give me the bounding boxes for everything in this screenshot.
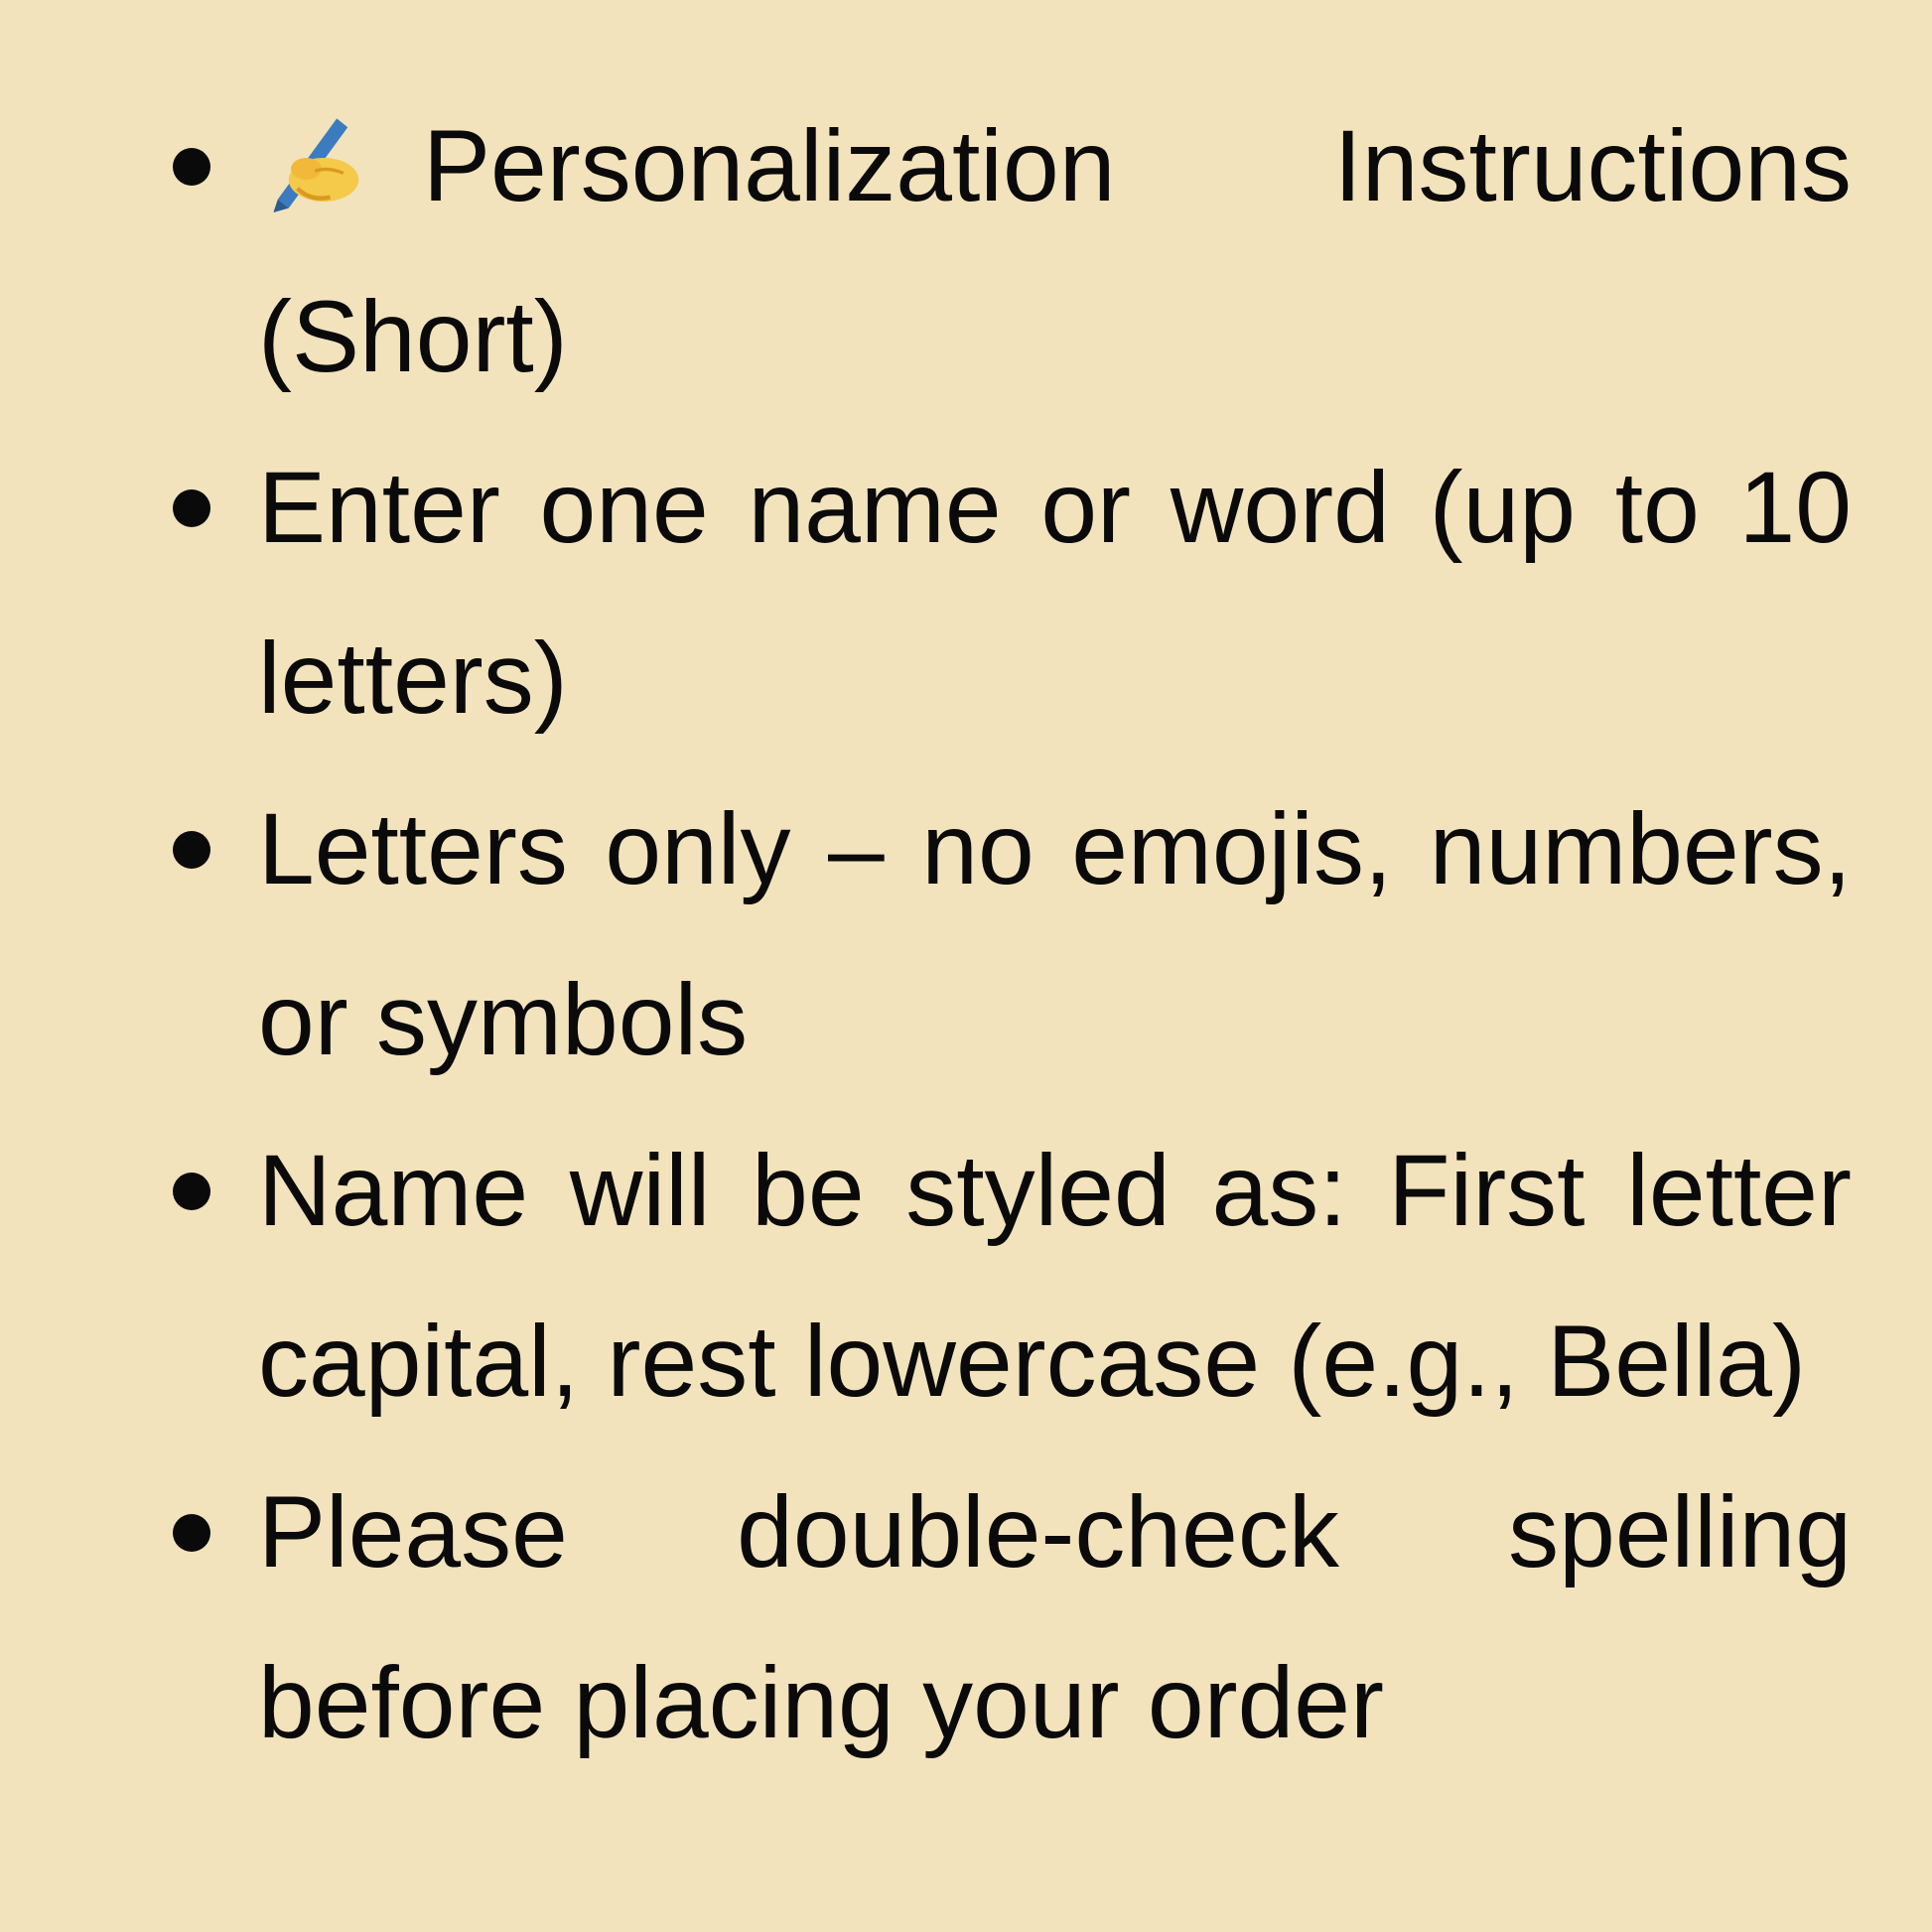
instructions-title-item: [258, 80, 1852, 422]
instruction-text: Please double-check spelling before placing your order: [258, 1475, 1852, 1759]
instruction-item: [258, 763, 1852, 1105]
bullet: [173, 1173, 210, 1210]
instruction-item: [258, 1105, 1852, 1447]
instructions-title: Personalization Instructions (Short): [258, 109, 1852, 393]
bullet: [173, 831, 210, 869]
instruction-text: Enter one name or word (up to 10 letters): [258, 451, 1852, 735]
bullet: [173, 489, 210, 527]
instruction-item: [258, 1447, 1852, 1788]
instruction-text: Name will be styled as: First letter capital, rest lowercase (e.g., Bella): [258, 1134, 1852, 1418]
instructions-list: [258, 80, 1852, 1788]
writing-hand-icon: [258, 103, 367, 212]
bullet: [173, 148, 210, 186]
bullet: [173, 1514, 210, 1552]
instruction-item: [258, 422, 1852, 763]
instruction-text: Letters only – no emojis, numbers, or symbols: [258, 792, 1852, 1076]
